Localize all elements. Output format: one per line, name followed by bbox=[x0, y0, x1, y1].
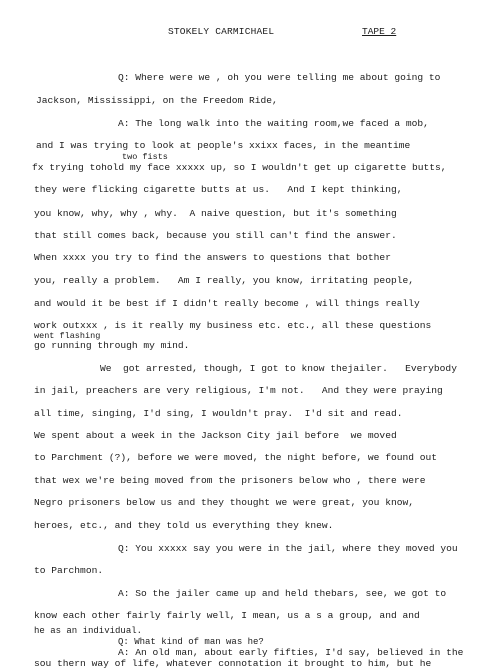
transcript-line: When xxxx you try to find the answers to questions that bother bbox=[34, 252, 391, 263]
transcript-line: A: The long walk into the waiting room,we faced a mob, bbox=[118, 118, 429, 129]
transcript-line: heroes, etc., and they told us everything they knew. bbox=[34, 520, 334, 531]
transcript-line: that wex we're being moved from the prisoners below who , there were bbox=[34, 475, 426, 486]
transcript-line: all time, singing, I'd sing, I wouldn't pray. I'd sit and read. bbox=[34, 408, 403, 419]
transcript-line: We spent about a week in the Jackson City jail before we moved bbox=[34, 430, 397, 441]
handwritten-insertion: went flashing bbox=[34, 331, 101, 341]
transcript-line: to Parchment (?), before we were moved, the night before, we found out bbox=[34, 452, 438, 463]
page-header-tape: TAPE 2 bbox=[362, 26, 397, 37]
transcript-line: and would it be best if I didn't really become , will things really bbox=[34, 298, 420, 309]
transcript-line: that still comes back, because you still can't find the answer. bbox=[34, 230, 397, 241]
transcript-line: We got arrested, though, I got to know thejailer. Everybody bbox=[100, 363, 457, 374]
transcript-line: Negro prisoners below us and they thought we were great, you know, bbox=[34, 497, 414, 508]
transcript-line: you know, why, why , why. A naive question, but it's something bbox=[34, 208, 397, 219]
transcript-line: Jackson, Mississippi, on the Freedom Ride, bbox=[36, 95, 278, 106]
transcript-line: in jail, preachers are very religious, I'm not. And they were praying bbox=[34, 385, 443, 396]
transcript-line: A: An old man, about early fifties, I'd say, believed in the bbox=[118, 647, 464, 658]
transcript-line: A: So the jailer came up and held thebars, see, we got to bbox=[118, 588, 447, 599]
transcript-line: fx trying tohold my face xxxxx up, so I wouldn't get up cigarette butts, bbox=[32, 162, 447, 173]
transcript-line: work outxxx , is it really my business etc. etc., all these questions bbox=[34, 320, 432, 331]
transcript-line: to Parchmon. bbox=[34, 565, 104, 576]
transcript-line: Q: Where were we , oh you were telling me about going to bbox=[118, 72, 441, 83]
transcript-line: Q: What kind of man was he? bbox=[118, 637, 264, 647]
transcript-line: and I was trying to look at people's xxixx faces, in the meantime bbox=[36, 140, 411, 151]
transcript-line: you, really a problem. Am I really, you know, irritating people, bbox=[34, 275, 414, 286]
transcript-line: sou thern way of life, whatever connotation it brought to him, but he bbox=[34, 658, 432, 669]
transcript-line: Q: You xxxxx say you were in the jail, where they moved you bbox=[118, 543, 458, 554]
transcript-line: know each other fairly fairly well, I mean, us a s a group, and and bbox=[34, 610, 420, 621]
handwritten-insertion: two fists bbox=[122, 152, 168, 162]
page-header-title: STOKELY CARMICHAEL bbox=[168, 26, 275, 37]
transcript-line: go running through my mind. bbox=[34, 340, 190, 351]
transcript-line: they were flicking cigarette butts at us. And I kept thinking, bbox=[34, 184, 403, 195]
transcript-line: he as an individual. bbox=[34, 626, 143, 636]
